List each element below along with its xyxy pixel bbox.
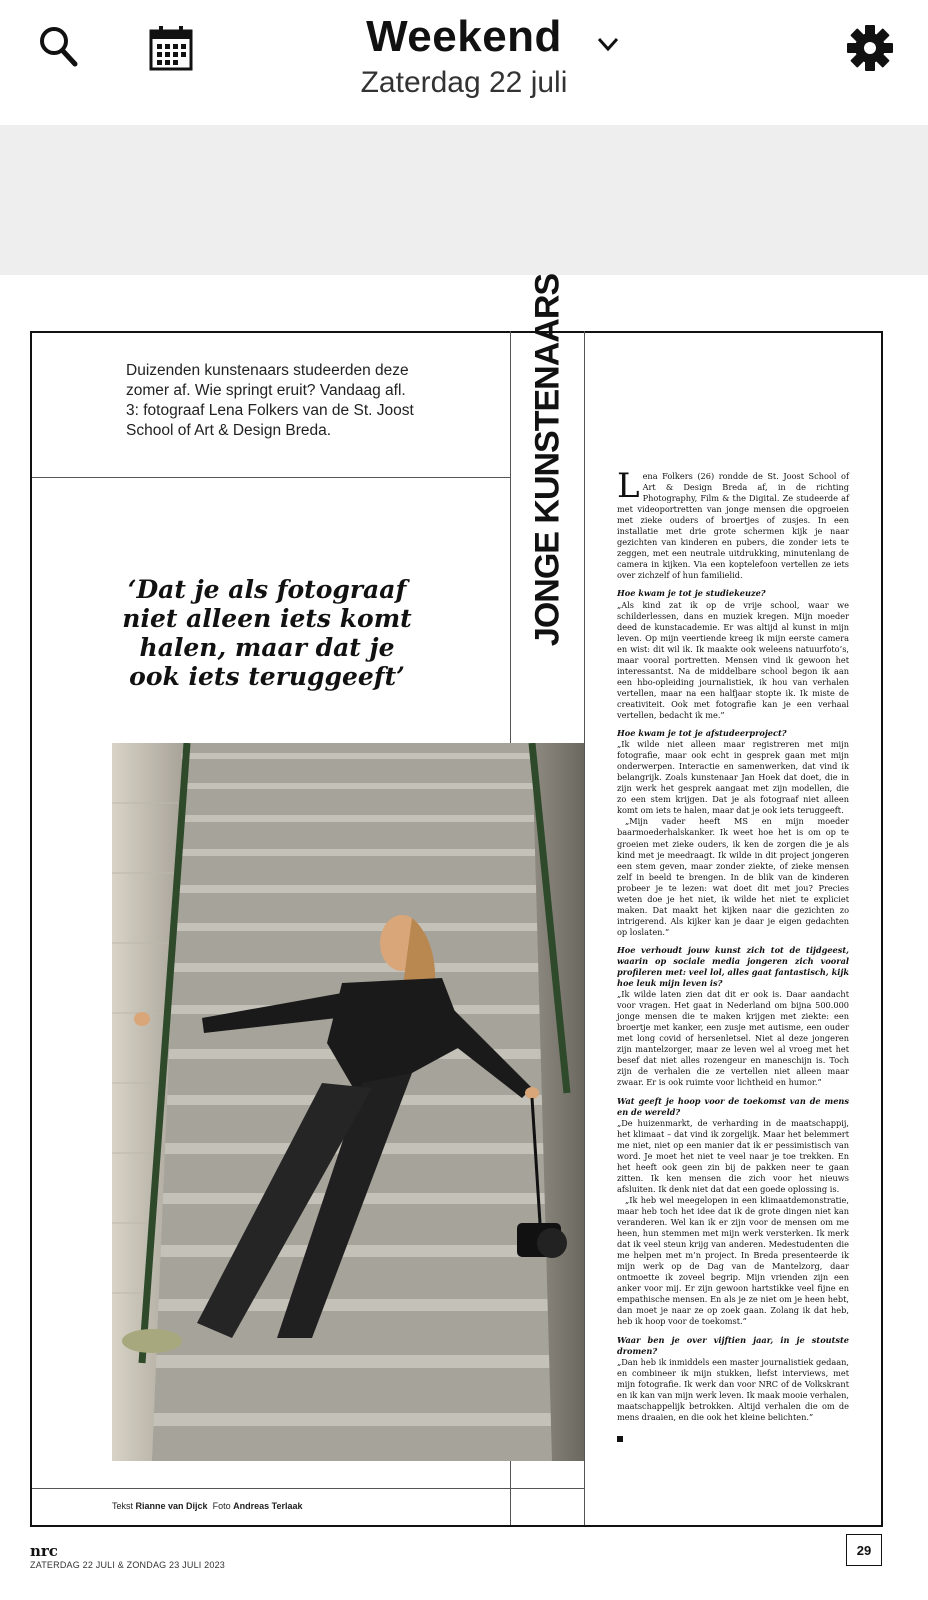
settings-button[interactable] — [842, 20, 898, 76]
question: Hoe verhoudt jouw kunst zich tot de tijdgeest, waarin op sociale media jongeren zich vooral profileren met: veel lol, alles gaat fantastisch, kijk hoe leuk mijn leven is? — [617, 944, 849, 989]
nrc-logo: nrc — [30, 1542, 58, 1560]
divider — [32, 1488, 585, 1489]
newspaper-page[interactable] — [0, 275, 928, 1600]
question: Waar ben je over vijftien jaar, in je stoutste dromen? — [617, 1334, 849, 1356]
drop-cap: L — [617, 466, 640, 506]
answer: „Ik wilde niet alleen maar registreren met mijn fotografie, maar ook echt in gesprek gaan met mijn onderwerpen. Interactie en samenwerken, dat vind ik belangrijk. Zoals kunstenaar Jan Hoek dat doet, die in zijn werk het gesprek aangaat met zijn modellen, die zo een stem krijgen. Dat je als fotograaf niet alleen komt om iets te halen, maar dat je ook iets teruggeeft. — [617, 739, 849, 816]
photo-credit: Tekst Rianne van Dijck Foto Andreas Terlaak — [112, 1501, 303, 1511]
lead-paragraph: Lena Folkers (26) rondde de St. Joost School of Art & Design Breda af, in de richting Photography, Film & the Digital. Ze studeerde af met videoportretten van jonge mensen die opgroeien met zieke ouders of broertjes of zusjes. In een installatie met drie grote schermen kijk je naar gezichten van kinderen en pubers, die zonder iets te zeggen, met een neutrale uitdrukking, minutenlang de camera in kijken. Via een koptelefoon vertellen ze iets over zichzelf of hun familielid. — [617, 466, 849, 581]
page-number: 29 — [846, 1534, 882, 1566]
answer: „Ik wilde laten zien dat dit er ook is. Daar aandacht voor vragen. Het gaat in Nederland om bijna 500.000 jonge mensen die te maken krijgen met ziekte: een broertje met kanker, een zusje met autisme, een ouder met long covid of hersenletsel. Niet al deze jongeren zijn mantelzorger, maar ze leven wel al vroeg met het besef dat niet alles rozengeur en maneschijn is. Toch zijn de verhalen die ze vertellen niet alleen maar zwaar. Er is ook ruimte voor lichtheid en humor.” — [617, 989, 849, 1088]
article-intro: Duizenden kunstenaars studeerden deze zomer af. Wie springt eruit? Vandaag afl. 3: fotograaf Lena Folkers van de St. Joost School of Art & Design Breda. — [126, 362, 414, 439]
answer: „De huizenmarkt, de verharding in de maatschappij, het klimaat – dat vind ik zorgelijk. Maar het belemmert me niet, niet op een manier dat ik er pessimistisch van word. Je moet het niet te veel naar je toe trekken. En het heeft ook geen zin bij de pakken neer te gaan zitten. Ik ken mensen die zich voor het nieuws afsluiten. Ik denk niet dat dat een goede oplossing is. — [617, 1117, 849, 1194]
section-label: JONGE KUNSTENAARS — [528, 273, 567, 647]
question: Hoe kwam je tot je afstudeerproject? — [617, 728, 787, 739]
question: Wat geeft je hoop voor de toekomst van de mens en de wereld? — [617, 1095, 849, 1117]
answer: „Mijn vader heeft MS en mijn moeder baarmoederhalskanker. Ik weet hoe het is om op te groeien met zieke ouders, ik ken de zorgen die je als kind met je meedraagt. Ik wilde in dit project jongeren een stem geven, maar zonder ziekte, of zieke mensen zelf in beeld te brengen. In de blik van de kinderen probeer je te lezen: wat doet dit met jou? Precies weten doe je het niet, ik wilde het niet te expliciet maken. Dat maakt het kijken naar die gezichten zo intrigerend. Als kijker kan je daar je eigen gedachten op loslaten.” — [617, 816, 849, 937]
footer-date: ZATERDAG 22 JULI & ZONDAG 23 JULI 2023 — [30, 1560, 225, 1570]
article-photo — [112, 743, 584, 1461]
edition-date: Zaterdag 22 juli — [360, 66, 568, 99]
column-divider — [584, 331, 585, 1526]
article-headline: ‘Dat je als fotograaf niet alleen iets komt halen, maar dat je ook iets teruggeeft’ — [122, 575, 412, 691]
answer: „Ik heb wel meegelopen in een klimaatdemonstratie, maar heb toch het idee dat ik de grote dingen niet kan veranderen. Wel kan ik er zijn voor de mensen om me heen, hun stemmen met mijn werk versterken. Ik merk dat ik veel steun krijg van anderen. Medestudenten die me helpen met m’n project. In Breda presenteerde ik mijn werk op de Dag van de Mantelzorg, daar ontmoette ik zoveel begrip. Mijn vrienden zijn een anker voor mij. Er zijn gewoon hartstikke veel fijne en empathische mensen. En als je ze niet om je heen hebt, dan moet je naar ze op zoek gaan. Zolang ik dat heb, heb ik hoop voor de toekomst.” — [617, 1194, 849, 1327]
question: Hoe kwam je tot je studiekeuze? — [617, 588, 766, 599]
gear-icon — [846, 24, 894, 72]
article-body — [617, 466, 850, 1442]
divider — [32, 477, 510, 478]
end-mark — [617, 1436, 623, 1442]
edition-title[interactable]: Weekend — [366, 12, 562, 61]
answer: „Als kind zat ik op de vrije school, waar we schilderlessen, dans en muziek kregen. Mijn moeder deed de kunstacademie. Er was altijd al kunst in mijn leven. Op mijn veertiende kreeg ik mijn eerste camera en wist: dit wil ik. Ik maakte ook weleens natuurfoto’s, maar vooral portretten. Mensen vind ik gewoon het interessantst. Na de middelbare school begon ik aan een hbo-opleiding journalistiek, ik hou van verhalen vertellen, maar na een halfjaar stopte ik. Ik miste de creativiteit. Ook met fotografie kan je een verhaal vertellen, bedacht ik me.” — [617, 599, 849, 720]
answer: „Dan heb ik inmiddels een master journalistiek gedaan, en combineer ik mijn stukken, liefst interviews, met mijn fotografie. Ik werk dan voor NRC of de Volkskrant en ik kan van mijn werk leven. Ik maak mooie verhalen, maatschappelijk betrokken. Altijd verhalen die om de mens draaien, en die ook het kleine belichten.” — [617, 1356, 850, 1422]
ad-placeholder — [0, 125, 928, 275]
divider — [30, 1525, 883, 1527]
app-header — [0, 0, 928, 125]
chevron-down-icon[interactable] — [594, 30, 622, 58]
